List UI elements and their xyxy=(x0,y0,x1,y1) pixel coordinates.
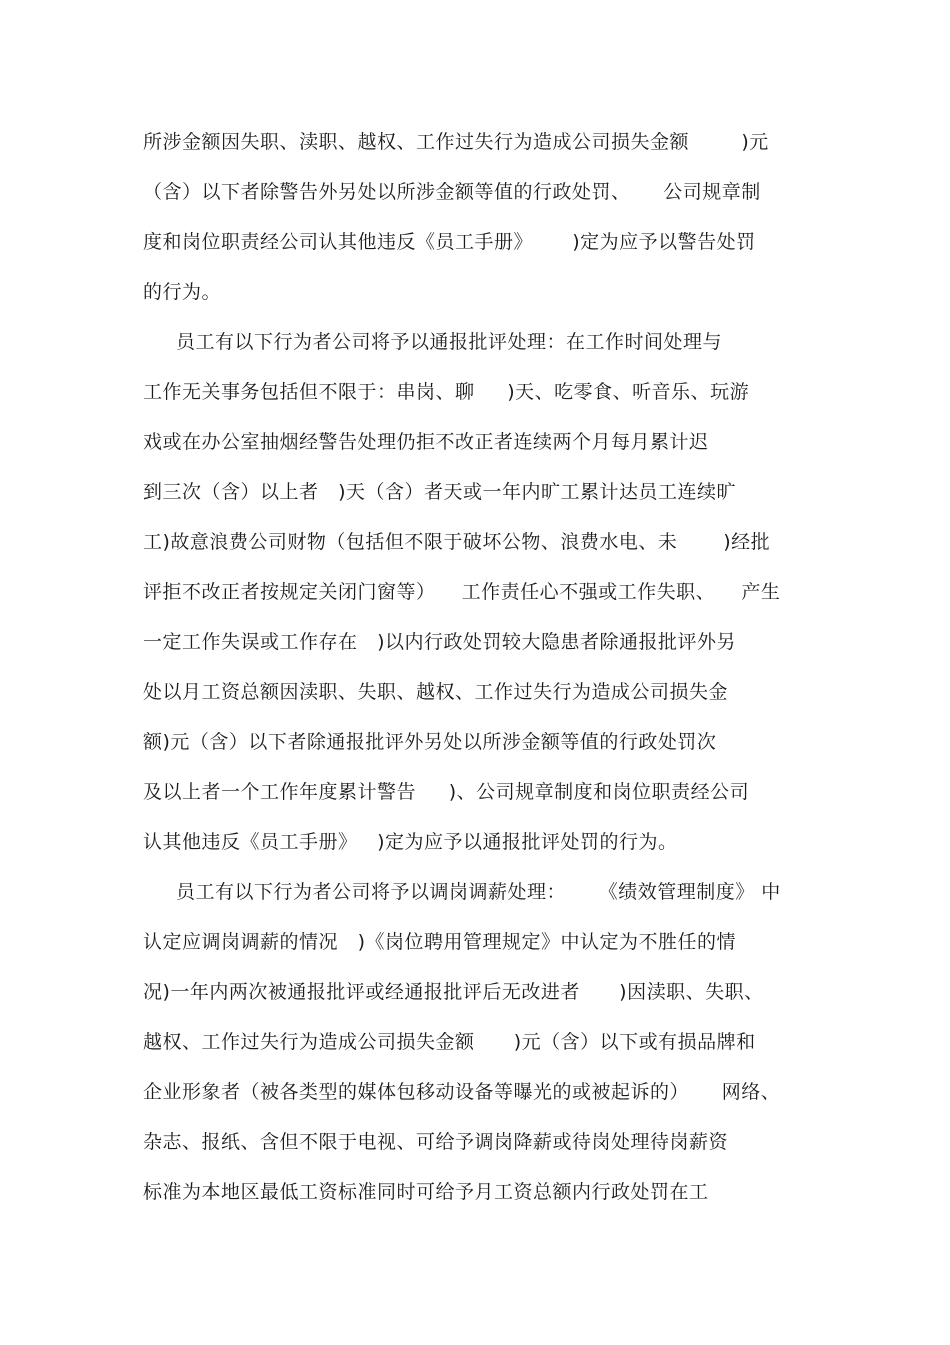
paragraph-start-line: 员工有以下行为者公司将予以调岗调薪处理： 《绩效管理制度》 中 xyxy=(176,881,781,903)
text-line: 一定工作失误或工作存在 )以内行政处罚较大隐患者除通报批评外另 xyxy=(143,631,737,653)
text-line: 越权、工作过失行为造成公司损失金额 )元（含）以下或有损品牌和 xyxy=(143,1031,756,1053)
text-line: 处以月工资总额因渎职、失职、越权、工作过失行为造成公司损失金 xyxy=(143,681,729,703)
paragraph-start-line: 员工有以下行为者公司将予以通报批评处理：在工作时间处理与 xyxy=(176,331,723,353)
text-line: 杂志、报纸、含但不限于电视、可给予调岗降薪或待岗处理待岗薪资 xyxy=(143,1131,729,1153)
text-line: 戏或在办公室抽烟经警告处理仍拒不改正者连续两个月每月累计迟 xyxy=(143,431,709,453)
text-line: 认定应调岗调薪的情况 )《岗位聘用管理规定》中认定为不胜任的情 xyxy=(143,931,737,953)
text-line: （含）以下者除警告外另处以所涉金额等值的行政处罚、 公司规章制 xyxy=(143,181,761,203)
text-line: 到三次（含）以上者 )天（含）者天或一年内旷工累计达员工连续旷 xyxy=(143,481,737,503)
text-line: 的行为。 xyxy=(143,281,222,303)
text-line: 所涉金额因失职、渎职、越权、工作过失行为造成公司损失金额 )元 xyxy=(143,131,769,153)
text-line: 工)故意浪费公司财物（包括但不限于破坏公物、浪费水电、未 )经批 xyxy=(143,531,771,553)
text-line: 标准为本地区最低工资标准同时可给予月工资总额内行政处罚在工 xyxy=(143,1181,709,1203)
text-line: 评拒不改正者按规定关闭门窗等） 工作责任心不强或工作失职、 产生 xyxy=(143,581,781,603)
text-line: 度和岗位职责经公司认其他违反《员工手册》 )定为应予以警告处罚 xyxy=(143,231,756,253)
text-line: 及以上者一个工作年度累计警告 )、公司规章制度和岗位职责经公司 xyxy=(143,781,750,803)
text-line: 企业形象者（被各类型的媒体包移动设备等曝光的或被起诉的） 网络、 xyxy=(143,1081,781,1103)
text-line: 工作无关事务包括但不限于：串岗、聊 )天、吃零食、听音乐、玩游 xyxy=(143,381,750,403)
text-line: 况)一年内两次被通报批评或经通报批评后无改进者 )因渎职、失职、 xyxy=(143,981,764,1003)
text-line: 认其他违反《员工手册》 )定为应予以通报批评处罚的行为。 xyxy=(143,831,678,853)
text-line: 额)元（含）以下者除通报批评外另处以所涉金额等值的行政处罚次 xyxy=(143,731,717,753)
